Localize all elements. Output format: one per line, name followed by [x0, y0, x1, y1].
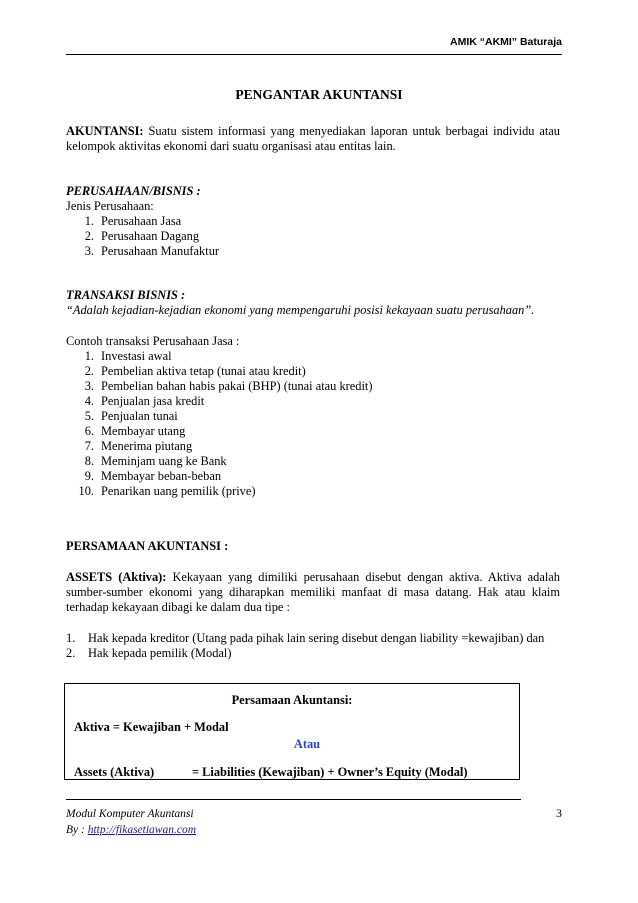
- list-item-number: 1.: [84, 349, 94, 363]
- list-item: [66, 409, 560, 424]
- equation-line-assets: [74, 765, 467, 780]
- list-item-text: Hak kepada kreditor (Utang pada pihak lain sering disebut dengan liability =kewajiban) dan: [88, 631, 545, 645]
- transaksi-quote: “Adalah kejadian-kejadian ekonomi yang mempengaruhi posisi kekayaan suatu perusahaan”.: [66, 303, 535, 317]
- list-item-text: Menerima piutang: [101, 439, 193, 453]
- list-item-number: 2.: [66, 646, 76, 660]
- list-item-text: Penjualan jasa kredit: [101, 394, 205, 408]
- claims-list: [66, 631, 560, 661]
- list-item-number: 2.: [84, 364, 94, 378]
- transaksi-heading: TRANSAKSI BISNIS :: [66, 288, 186, 302]
- list-item-number: 8.: [84, 454, 94, 468]
- list-item-number: 2.: [84, 229, 94, 243]
- list-item: [66, 631, 560, 646]
- list-item: [66, 454, 560, 469]
- persamaan-heading: PERSAMAAN AKUNTANSI :: [66, 539, 229, 553]
- perusahaan-intro: Jenis Perusahaan:: [66, 199, 154, 213]
- definition-paragraph: [66, 124, 560, 154]
- page-number: 3: [556, 806, 562, 820]
- list-item: [66, 394, 560, 409]
- list-item-text: Meminjam uang ke Bank: [101, 454, 227, 468]
- equation-title: Persamaan Akuntansi:: [231, 693, 353, 707]
- list-item-number: 7.: [84, 439, 94, 453]
- perusahaan-list: [66, 214, 560, 259]
- list-item-number: 4.: [84, 394, 94, 408]
- footer-module: Modul Komputer Akuntansi: [66, 808, 194, 820]
- transaksi-list: [66, 349, 560, 499]
- list-item-number: 6.: [84, 424, 94, 438]
- list-item: [66, 349, 560, 364]
- equation-assets-label: Assets (Aktiva): [74, 765, 155, 779]
- footer: [66, 806, 196, 838]
- list-item: [66, 364, 560, 379]
- equation-line-aktiva: Aktiva = Kewajiban + Modal: [74, 720, 229, 734]
- equation-box: [64, 683, 520, 780]
- list-item-text: Pembelian bahan habis pakai (BHP) (tunai atau kredit): [101, 379, 373, 393]
- list-item-text: Perusahaan Dagang: [101, 229, 200, 243]
- header-rule: [66, 54, 562, 55]
- equation-atau: Atau: [293, 737, 321, 751]
- list-item-text: Perusahaan Jasa: [101, 214, 182, 228]
- list-item: [66, 214, 560, 229]
- list-item: [66, 469, 560, 484]
- list-item: [66, 484, 560, 499]
- list-item-text: Perusahaan Manufaktur: [101, 244, 220, 258]
- list-item-text: Investasi awal: [101, 349, 172, 363]
- assets-term: ASSETS (Aktiva):: [66, 570, 167, 584]
- persamaan-section: [66, 539, 560, 661]
- list-item-text: Membayar beban-beban: [101, 469, 222, 483]
- list-item-number: 10.: [78, 484, 94, 498]
- header-institution: AMIK “AKMI” Baturaja: [449, 36, 562, 48]
- list-item-number: 3.: [84, 379, 94, 393]
- list-item-text: Penjualan tunai: [101, 409, 178, 423]
- page-title: PENGANTAR AKUNTANSI: [235, 87, 403, 102]
- assets-paragraph: [66, 570, 560, 615]
- footer-url-link[interactable]: http://fikasetiawan.com: [87, 824, 196, 836]
- list-item-number: 5.: [84, 409, 94, 423]
- definition-term: AKUNTANSI:: [66, 124, 144, 138]
- list-item: [66, 229, 560, 244]
- list-item-text: Pembelian aktiva tetap (tunai atau kredit): [101, 364, 306, 378]
- list-item-text: Penarikan uang pemilik (prive): [101, 484, 256, 498]
- list-item: [66, 379, 560, 394]
- list-item-number: 9.: [84, 469, 94, 483]
- perusahaan-heading: PERUSAHAAN/BISNIS :: [66, 184, 201, 198]
- list-item: [66, 424, 560, 439]
- definition-text: Suatu sistem informasi yang menyediakan laporan untuk berbagai individu atau kelompok aktivitas ekonomi dari suatu organisasi atau entitas lain.: [66, 124, 560, 153]
- list-item: [66, 646, 560, 661]
- list-item-text: Hak kepada pemilik (Modal): [88, 646, 232, 660]
- list-item-number: 1.: [84, 214, 94, 228]
- footer-rule: [66, 799, 521, 800]
- transaksi-section: [66, 288, 560, 499]
- footer-by-label: By :: [66, 824, 88, 836]
- list-item: [66, 244, 560, 259]
- perusahaan-section: [66, 184, 560, 259]
- list-item: [66, 439, 560, 454]
- footer-author: [66, 822, 196, 838]
- transaksi-intro: Contoh transaksi Perusahaan Jasa :: [66, 334, 240, 348]
- list-item-text: Membayar utang: [101, 424, 186, 438]
- equation-assets-formula: = Liabilities (Kewajiban) + Owner’s Equity (Modal): [192, 765, 468, 779]
- list-item-number: 3.: [84, 244, 94, 258]
- assets-text: Kekayaan yang dimiliki perusahaan disebut dengan aktiva. Aktiva adalah sumber-sumber ekonomi yang diharapkan memiliki manfaat di masa datang. Hak atau klaim terhadap kekayaan dibagi ke dalam dua tipe :: [66, 570, 560, 614]
- list-item-number: 1.: [66, 631, 76, 645]
